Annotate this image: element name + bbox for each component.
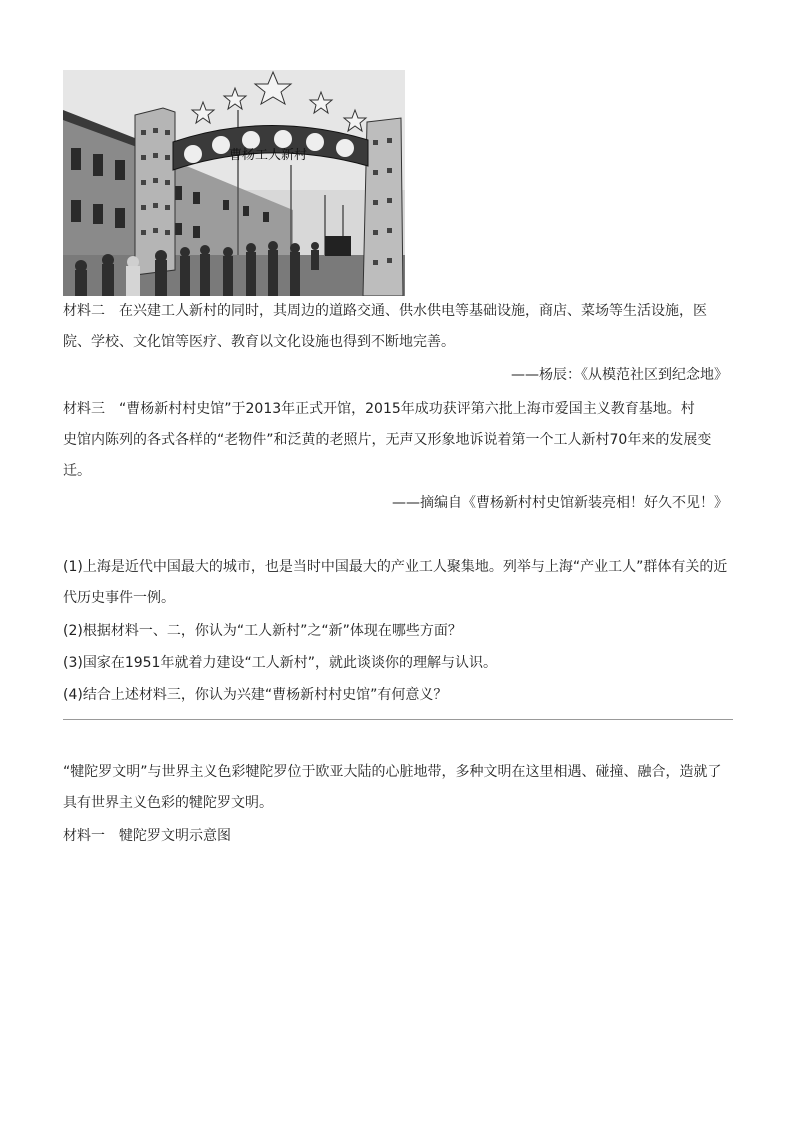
material2-line1: 材料二 在兴建工人新村的同时，其周边的道路交通、供水供电等基础设施，商店、菜场等生活设施，医 (63, 303, 707, 319)
archival-photo-image (63, 70, 405, 296)
next-section-line1: “犍陀罗文明”与世界主义色彩犍陀罗位于欧亚大陆的心脏地带，多种文明在这里相遇、碰撞、融合，造就了 (63, 764, 722, 780)
material3-source: ——摘编自《曹杨新村村史馆新装亮相！好久不见！》 (392, 495, 728, 511)
material3-line3: 迁。 (63, 463, 91, 479)
next-section-line2: 具有世界主义色彩的犍陀罗文明。 (63, 795, 273, 811)
material3-line1: 材料三 “曹杨新村村史馆”于2013年正式开馆，2015年成功获评第六批上海市爱国主义教育基地。村 (63, 401, 695, 417)
photo-banner-text: 曹杨工人新村 (228, 148, 308, 163)
material3-line2: 史馆内陈列的各式各样的“老物件”和泛黄的老照片，无声又形象地诉说着第一个工人新村70年来的发展变 (63, 432, 712, 448)
material1-caption: 材料一 犍陀罗文明示意图 (63, 828, 231, 844)
question-2: (2)根据材料一、二，你认为“工人新村”之“新”体现在哪些方面？ (63, 623, 462, 639)
section-divider (63, 719, 733, 720)
question-1-line1: (1)上海是近代中国最大的城市，也是当时中国最大的产业工人聚集地。列举与上海“产业工人”群体有关的近 (63, 559, 728, 575)
question-3: (3)国家在1951年就着力建设“工人新村”，就此谈谈你的理解与认识。 (63, 655, 497, 671)
question-4: (4)结合上述材料三，你认为兴建“曹杨新村村史馆”有何意义？ (63, 687, 448, 703)
workers-village-photo (63, 70, 405, 296)
material2-line2: 院、学校、文化馆等医疗、教育以文化设施也得到不断地完善。 (63, 334, 455, 350)
material2-source: ——杨辰：《从模范社区到纪念地》 (511, 367, 728, 383)
question-1-line2: 代历史事件一例。 (63, 590, 175, 606)
